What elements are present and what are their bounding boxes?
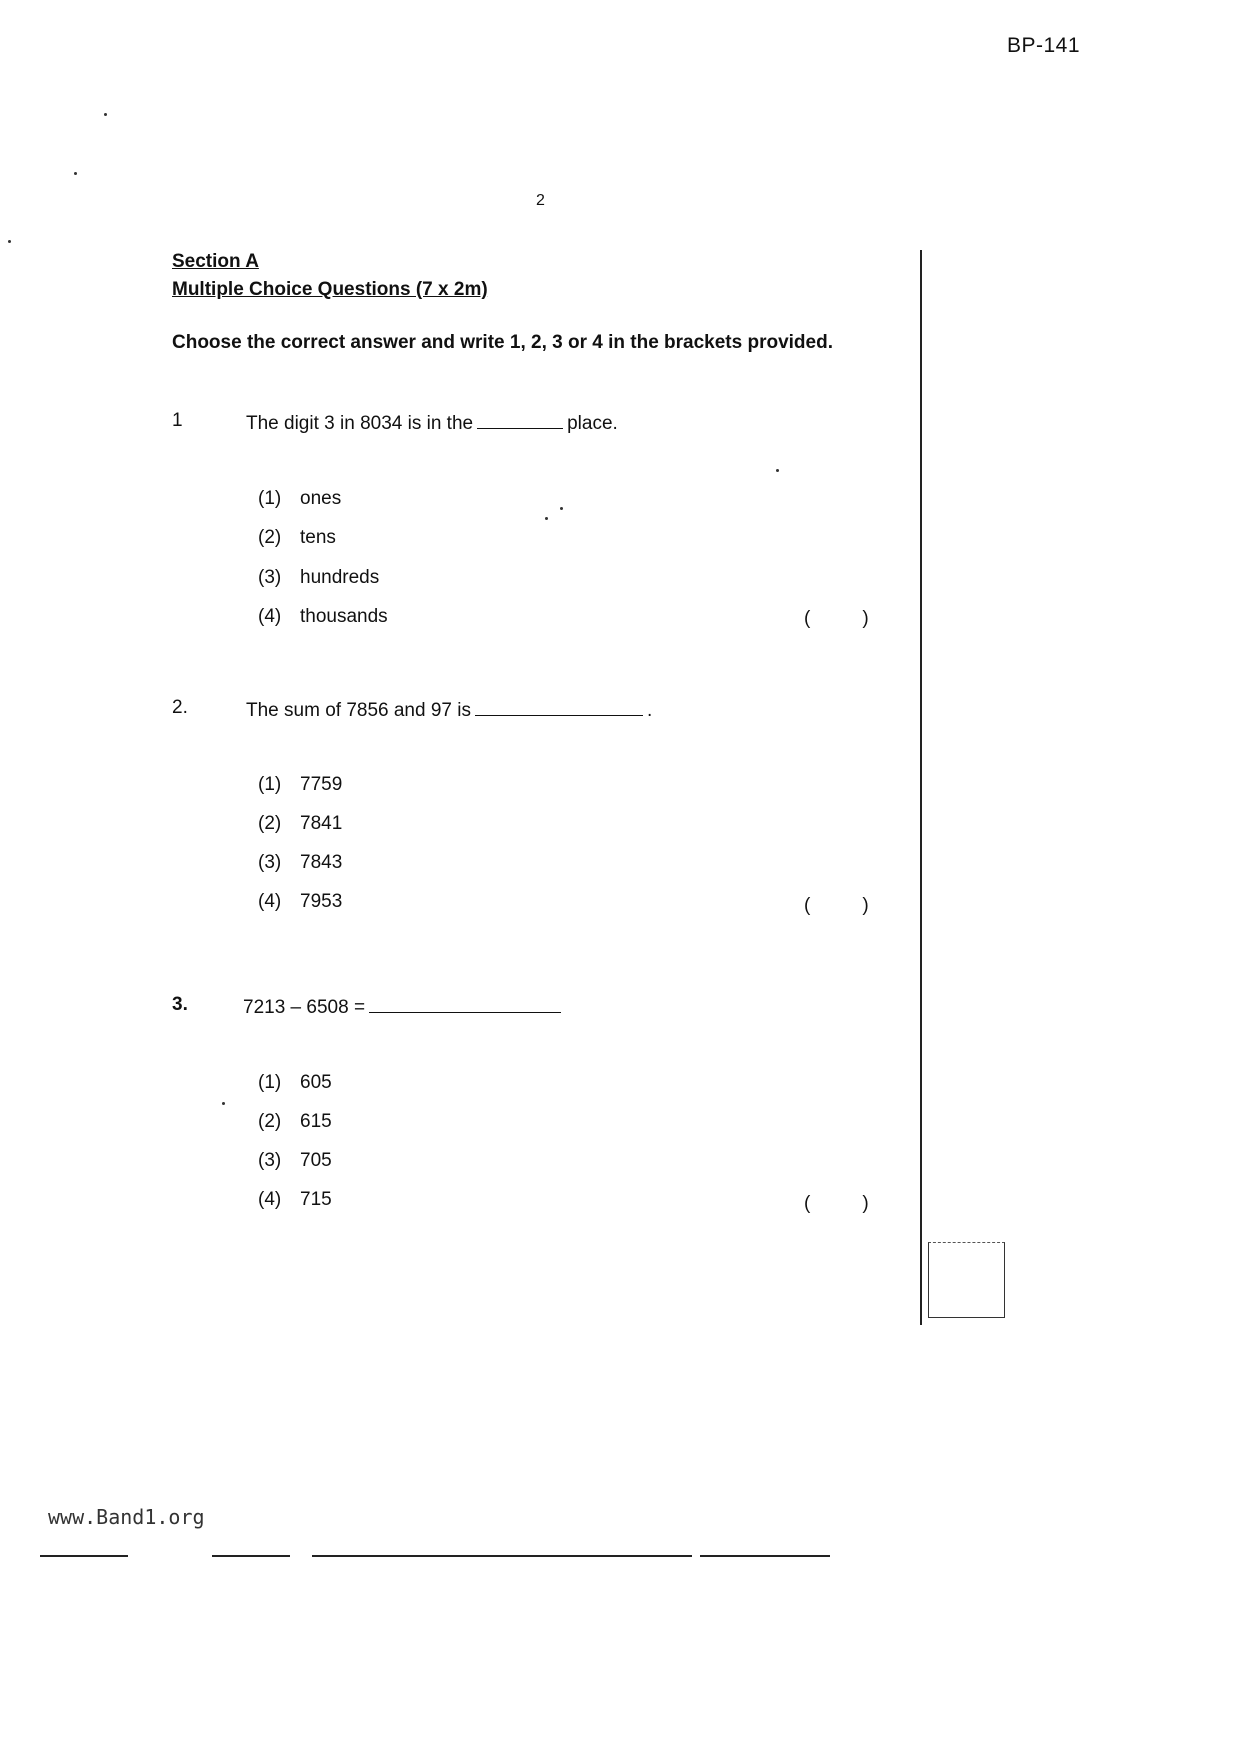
- answer-bracket[interactable]: [804, 608, 869, 630]
- option-text: hundreds: [300, 567, 380, 588]
- option-text: 605: [300, 1072, 332, 1093]
- footer-watermark: www.Band1.org: [48, 1505, 205, 1529]
- option-text: 7759: [300, 774, 343, 795]
- question-text-after: place.: [567, 413, 618, 434]
- section-title: Section A: [172, 251, 259, 272]
- footer-rule: [312, 1555, 692, 1557]
- option: [258, 813, 342, 835]
- option-text: 7843: [300, 852, 343, 873]
- margin-rule: [920, 250, 922, 1325]
- question-text-after: .: [646, 700, 653, 721]
- bracket-close: ): [862, 608, 869, 629]
- scan-speck: [8, 240, 11, 243]
- option-label: (2): [258, 813, 282, 834]
- option-label: (3): [258, 567, 282, 588]
- footer-rule: [40, 1555, 128, 1557]
- option: [258, 852, 342, 874]
- option-text: 7841: [300, 813, 343, 834]
- option: [258, 527, 336, 549]
- question-text: [246, 410, 618, 435]
- question-text-before: The digit 3 in 8034 is in the: [246, 413, 474, 434]
- option-label: (1): [258, 488, 282, 509]
- scan-speck: [104, 113, 107, 116]
- option-label: (4): [258, 606, 282, 627]
- option-text: 7953: [300, 891, 343, 912]
- answer-blank: [477, 410, 563, 429]
- bracket-open: (: [804, 895, 811, 916]
- option-label: (1): [258, 1072, 282, 1093]
- answer-blank: [475, 697, 643, 716]
- option-label: (2): [258, 1111, 282, 1132]
- question-number: 1: [172, 410, 183, 431]
- option: [258, 567, 379, 589]
- option: [258, 1150, 332, 1172]
- section-subtitle: Multiple Choice Questions (7 x 2m): [172, 279, 488, 300]
- question-text-before: The sum of 7856 and 97 is: [246, 700, 471, 721]
- bracket-close: ): [862, 1193, 869, 1214]
- option-label: (1): [258, 774, 282, 795]
- bracket-close: ): [862, 895, 869, 916]
- option-label: (4): [258, 891, 282, 912]
- option-text: 705: [300, 1150, 332, 1171]
- option: [258, 1072, 332, 1094]
- option-text: 715: [300, 1189, 332, 1210]
- option-label: (2): [258, 527, 282, 548]
- option: [258, 1189, 332, 1211]
- option-label: (3): [258, 1150, 282, 1171]
- question-number: 3.: [172, 994, 188, 1015]
- bracket-open: (: [804, 608, 811, 629]
- scan-speck: [776, 469, 779, 472]
- scan-speck: [560, 507, 563, 510]
- answer-bracket[interactable]: [804, 1193, 869, 1215]
- scan-speck: [545, 517, 548, 520]
- option: [258, 1111, 332, 1133]
- question-text: [246, 697, 652, 722]
- question-number: 2.: [172, 697, 188, 718]
- option-text: thousands: [300, 606, 388, 627]
- option-text: ones: [300, 488, 342, 509]
- page-number: 2: [536, 192, 545, 209]
- question-text: [243, 994, 565, 1019]
- footer-rule: [212, 1555, 290, 1557]
- footer-rule: [700, 1555, 830, 1557]
- scan-speck: [222, 1102, 225, 1105]
- question-text-before: 7213 – 6508 =: [243, 997, 366, 1018]
- option-text: 615: [300, 1111, 332, 1132]
- option-label: (4): [258, 1189, 282, 1210]
- option: [258, 606, 388, 628]
- option: [258, 774, 342, 796]
- option-label: (3): [258, 852, 282, 873]
- marks-box[interactable]: [928, 1242, 1005, 1318]
- answer-blank: [369, 994, 561, 1013]
- bracket-open: (: [804, 1193, 811, 1214]
- scan-speck: [74, 172, 77, 175]
- instructions: Choose the correct answer and write 1, 2, 3 or 4 in the brackets provided.: [172, 332, 833, 353]
- option-text: tens: [300, 527, 336, 548]
- option: [258, 891, 342, 913]
- answer-bracket[interactable]: [804, 895, 869, 917]
- option: [258, 488, 341, 510]
- paper-code: BP-141: [1006, 34, 1080, 57]
